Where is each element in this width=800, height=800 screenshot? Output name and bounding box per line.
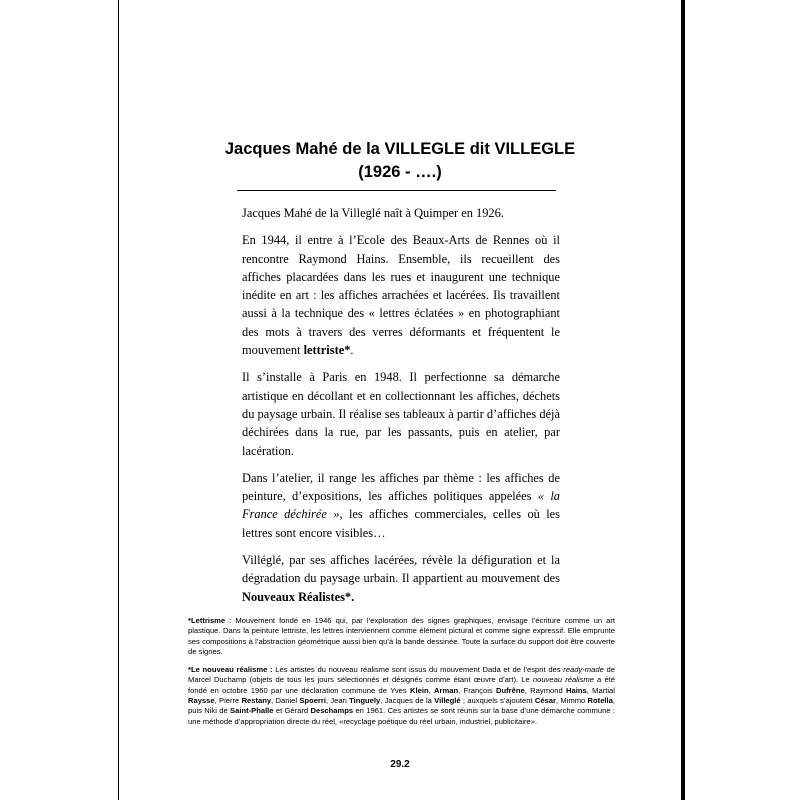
footnotes [188, 616, 615, 735]
biography-text [242, 204, 560, 615]
paragraph-2: En 1944, il entre à l’Ecole des Beaux-Arts de Rennes où il rencontre Raymond Hains. Ensemble, ils recueillent des affiches placardées dans les rues et inaugurent une technique inédite en art : les affiches arrachées et lacérées. Ils travaillent aussi à la technique des « lettres éclatées » en photographiant des mots à travers des verres déformants et fréquentent le mouvement lettriste*. [242, 233, 560, 358]
title-divider [237, 190, 556, 191]
paragraph-4: Dans l’atelier, il range les affiches par thème : les affiches de peinture, d’expositions, les affiches politiques appelées « la France déchirée », les affiches commerciales, celles où les lettres sont encore visibles… [242, 470, 560, 540]
lettriste-term: lettriste* [303, 343, 351, 358]
paragraph-3: Il s’installe à Paris en 1948. Il perfectionne sa démarche artistique en décollant et en collectionnant les affiches, déchets du paysage urbain. Il réalise ses tableaux à partir d’affiches déjà déchirées dans la rue, par les passants, puis en atelier, par lacération. [242, 370, 560, 458]
footnote-lettrisme: *Lettrisme : Mouvement fondé en 1946 qui, par l’exploration des signes graphiques, envisage l’écriture comme un art plastique. Dans la peinture lettriste, les lettres interviennent comme élément pictural et comme signe expressif. Elle emprunte ses compositions à l’abstraction géométrique aussi bien qu’à la bande dessinée. Toute la surface du support doit être couverte de signes. [188, 616, 615, 656]
footnote-nouveau-realisme: *Le nouveau réalisme : Les artistes du nouveau réalisme sont issus du mouvement Dada et de l’esprit des ready-made de Marcel Duchamp (objets de tous les jours sélectionnés et désignés comme étant œuvre d’art). Le nouveau réalisme a été fondé en octobre 1960 par une déclaration commune de Yves Klein, Arman, François Dufrêne, Raymond Hains, Martial Raysse, Pierre Restany, Daniel Spoerri, Jean Tinguely, Jacques de la Villeglé ; auxquels s’ajoutent César, Mimmo Rotella, puis Niki de Saint-Phalle et Gérard Deschamps en 1961. Ces artistes se sont réunis sur la base d’une démarche commune : une méthode d’appropriation directe du réel, «recyclage poétique du réel urbain, industriel, publicitaire». [188, 665, 616, 726]
paragraph-1: Jacques Mahé de la Villeglé naît à Quimper en 1926. [242, 206, 504, 220]
france-dechiree-quote: « la France déchirée » [242, 489, 560, 522]
title-line-1: Jacques Mahé de la VILLEGLE dit VILLEGLE [224, 140, 576, 158]
page-number: 29.2 [390, 759, 410, 770]
page-title [119, 138, 681, 184]
paragraph-5: Villéglé, par ses affiches lacérées, révèle la défiguration et la dégradation du paysage urbain. Il appartient au mouvement des Nouveaux Réalistes*. [242, 553, 560, 604]
title-line-2: (1926 - ….) [358, 163, 442, 181]
document-page [118, 0, 682, 800]
nouveaux-realistes-term: Nouveaux Réalistes*. [242, 589, 355, 604]
